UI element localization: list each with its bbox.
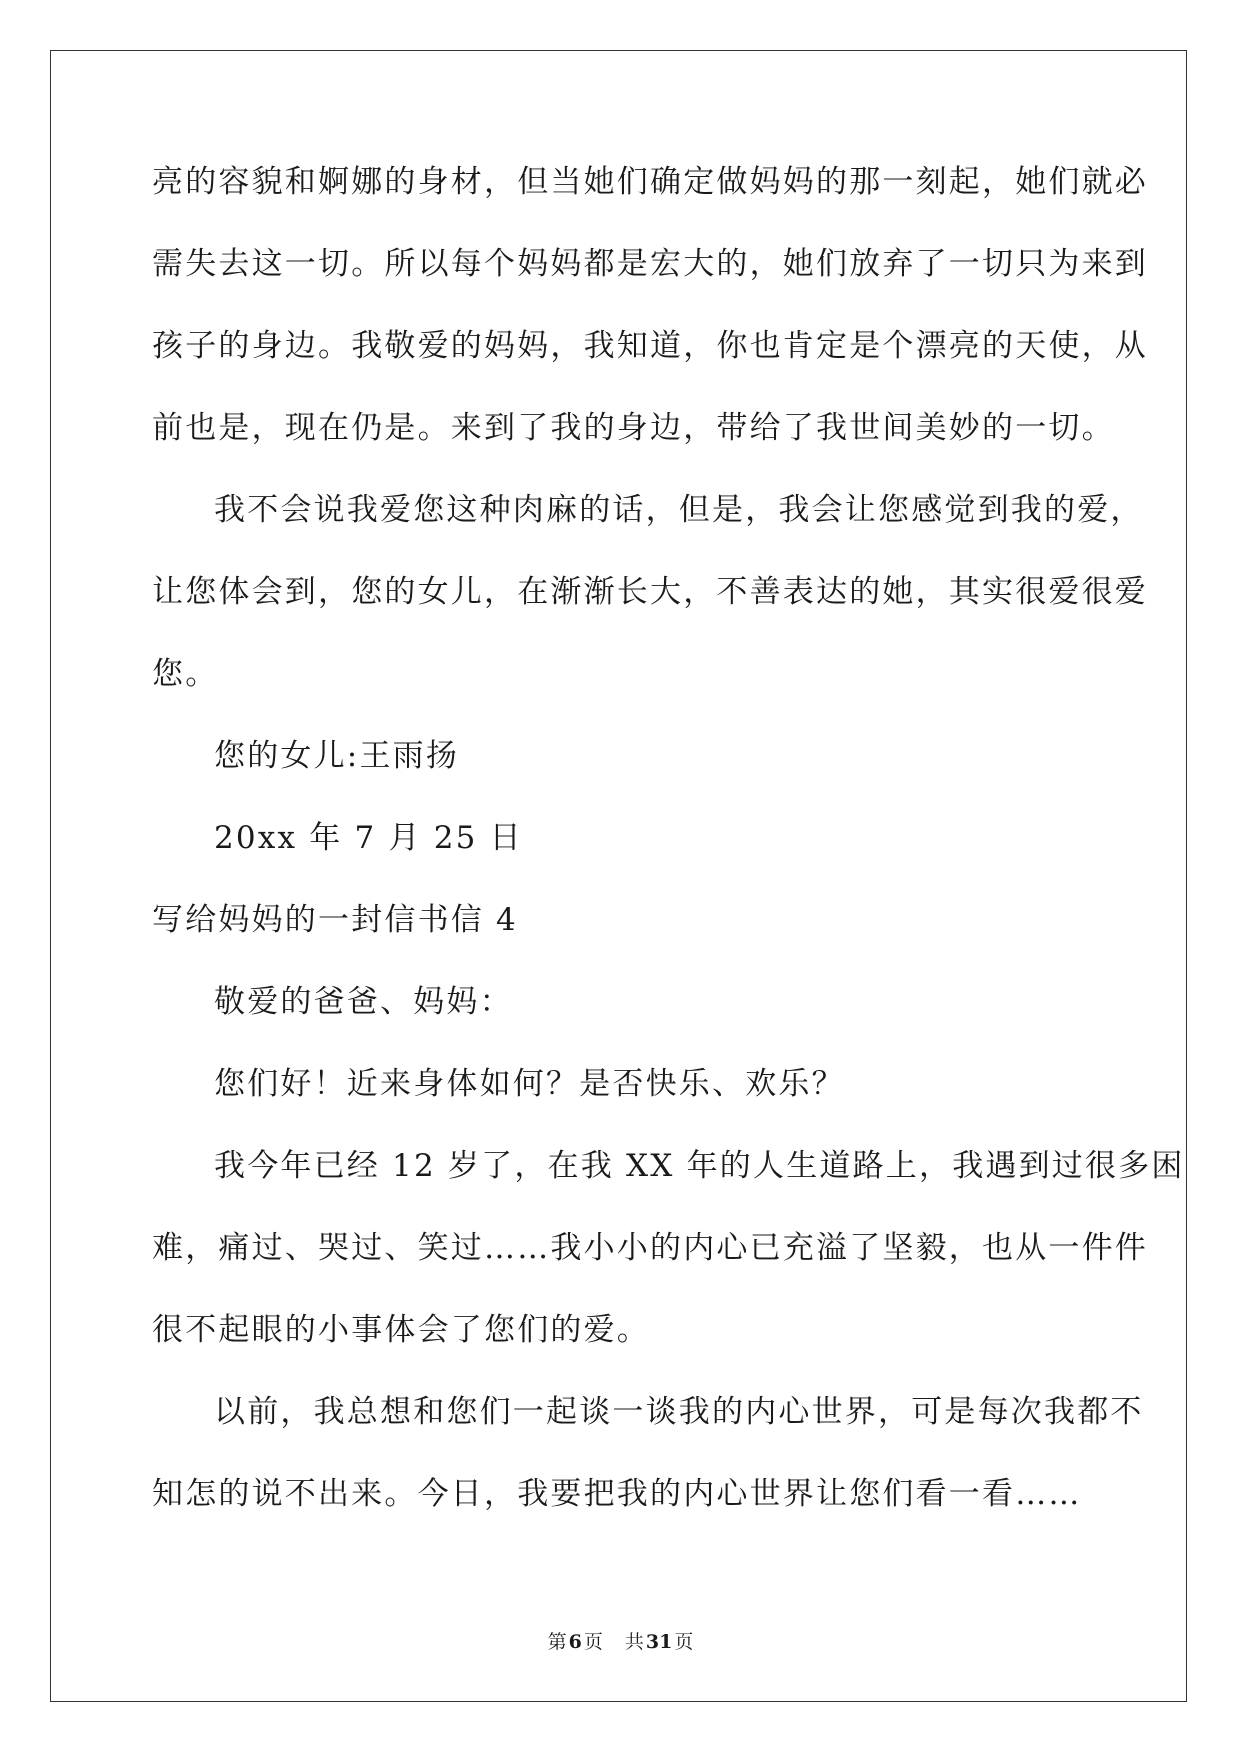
footer-page-suffix: 页 [583,1631,603,1653]
text-line: 以前，我总想和您们一起谈一谈我的内心世界，可是每次我都不 [214,1394,1144,1430]
text-line: 我今年已经 12 岁了，在我 XX 年的人生道路上，我遇到过很多困 [214,1148,1185,1184]
document-body [152,160,1185,1554]
text-line: 知怎的说不出来。今日，我要把我的内心世界让您们看一看…… [152,1476,1082,1512]
footer-total-pages: 31 [645,1631,673,1653]
footer-total-prefix: 共 [624,1631,644,1653]
footer-total-suffix: 页 [674,1631,694,1653]
page-footer [0,1627,1241,1654]
text-line: 前也是，现在仍是。来到了我的身边，带给了我世间美妙的一切。 [152,410,1115,446]
section-heading: 写给妈妈的一封信书信 4 [152,902,518,938]
salutation-line: 敬爱的爸爸、妈妈： [214,984,513,1020]
signature-line: 您的女儿:王雨扬 [214,738,460,774]
footer-page-number: 6 [568,1631,582,1653]
text-line: 亮的容貌和婀娜的身材，但当她们确定做妈妈的那一刻起，她们就必 [152,164,1148,200]
text-line: 您。 [152,656,219,692]
text-line: 很不起眼的小事体会了您们的爱。 [152,1312,650,1348]
text-line: 孩子的身边。我敬爱的妈妈，我知道，你也肯定是个漂亮的天使，从 [152,328,1148,364]
text-line: 我不会说我爱您这种肉麻的话，但是，我会让您感觉到我的爱， [214,492,1144,528]
text-line: 您们好！近来身体如何？是否快乐、欢乐？ [214,1066,845,1102]
date-line: 20xx 年 7 月 25 日 [214,820,523,856]
text-line: 难，痛过、哭过、笑过……我小小的内心已充溢了坚毅，也从一件件 [152,1230,1148,1266]
text-line: 需失去这一切。所以每个妈妈都是宏大的，她们放弃了一切只为来到 [152,246,1148,282]
text-line: 让您体会到，您的女儿，在渐渐长大，不善表达的她，其实很爱很爱 [152,574,1148,610]
footer-prefix: 第 [547,1631,567,1653]
